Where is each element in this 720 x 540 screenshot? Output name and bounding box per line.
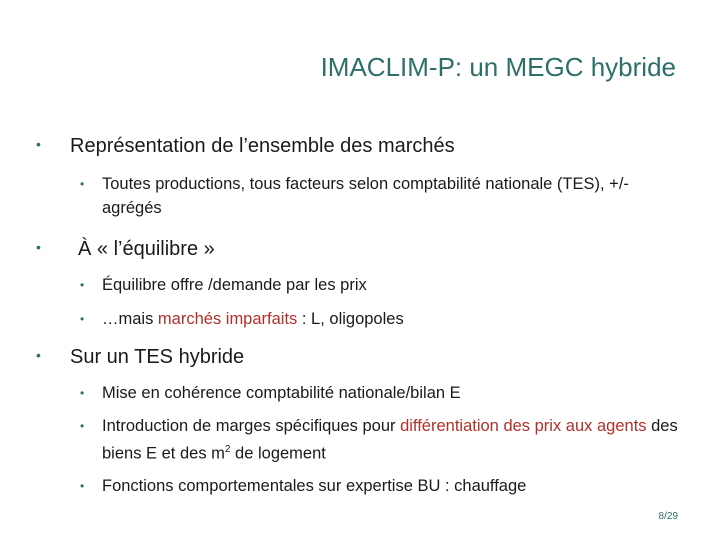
sub-bullet-1-1 [80, 172, 680, 220]
bullet-dot-icon: • [80, 479, 85, 493]
bullet-dot-icon: • [80, 312, 85, 326]
bullet-dot-icon: • [80, 177, 85, 191]
text-segment: : L, oligopoles [297, 310, 404, 328]
sub-bullet-2-2 [80, 307, 680, 331]
bullet-dot-icon: • [80, 386, 85, 400]
bullet-dot-icon: • [36, 239, 41, 255]
text-segment: des biens E et des m [102, 417, 678, 463]
sub-bullet-3-1-text: Mise en cohérence comptabilité nationale/bilan E [102, 384, 461, 402]
sub-bullet-2-1-text: Équilibre offre /demande par les prix [102, 276, 367, 294]
highlight-text: différentiation des prix aux agents [400, 417, 647, 435]
sub-bullet-3-2-text [102, 414, 680, 466]
text-segment: …mais [102, 310, 158, 328]
bullet-3-text: Sur un TES hybride [70, 346, 245, 368]
bullet-dot-icon: • [36, 136, 41, 152]
highlight-text: marchés imparfaits [157, 310, 298, 328]
page-number: 8/29 [658, 511, 678, 522]
sub-bullet-1-1-text: Toutes productions, tous facteurs selon comptabilité nationale (TES), +/- agrégés [102, 175, 629, 217]
bullet-dot-icon: • [80, 278, 85, 292]
sub-bullet-3-1 [80, 381, 680, 405]
bullet-dot-icon: • [80, 419, 85, 433]
bullet-dot-icon: • [36, 347, 41, 363]
sub-bullet-3-2 [80, 414, 680, 466]
sub-bullet-3-3 [80, 474, 680, 498]
superscript: 2 [224, 444, 231, 455]
bullet-1-text: Représentation de l’ensemble des marchés [70, 135, 455, 157]
sub-bullet-3-3-text: Fonctions comportementales sur expertise BU : chauffage [102, 477, 527, 495]
sub-bullet-2-1 [80, 273, 680, 297]
bullet-2-text: À « l’équilibre » [78, 238, 215, 260]
text-segment: de logement [230, 444, 326, 463]
sub-bullet-2-2-text [102, 307, 680, 331]
text-segment: Introduction de marges spécifiques pour [102, 417, 401, 435]
slide-title: IMACLIM-P: un MEGC hybride [320, 52, 676, 82]
